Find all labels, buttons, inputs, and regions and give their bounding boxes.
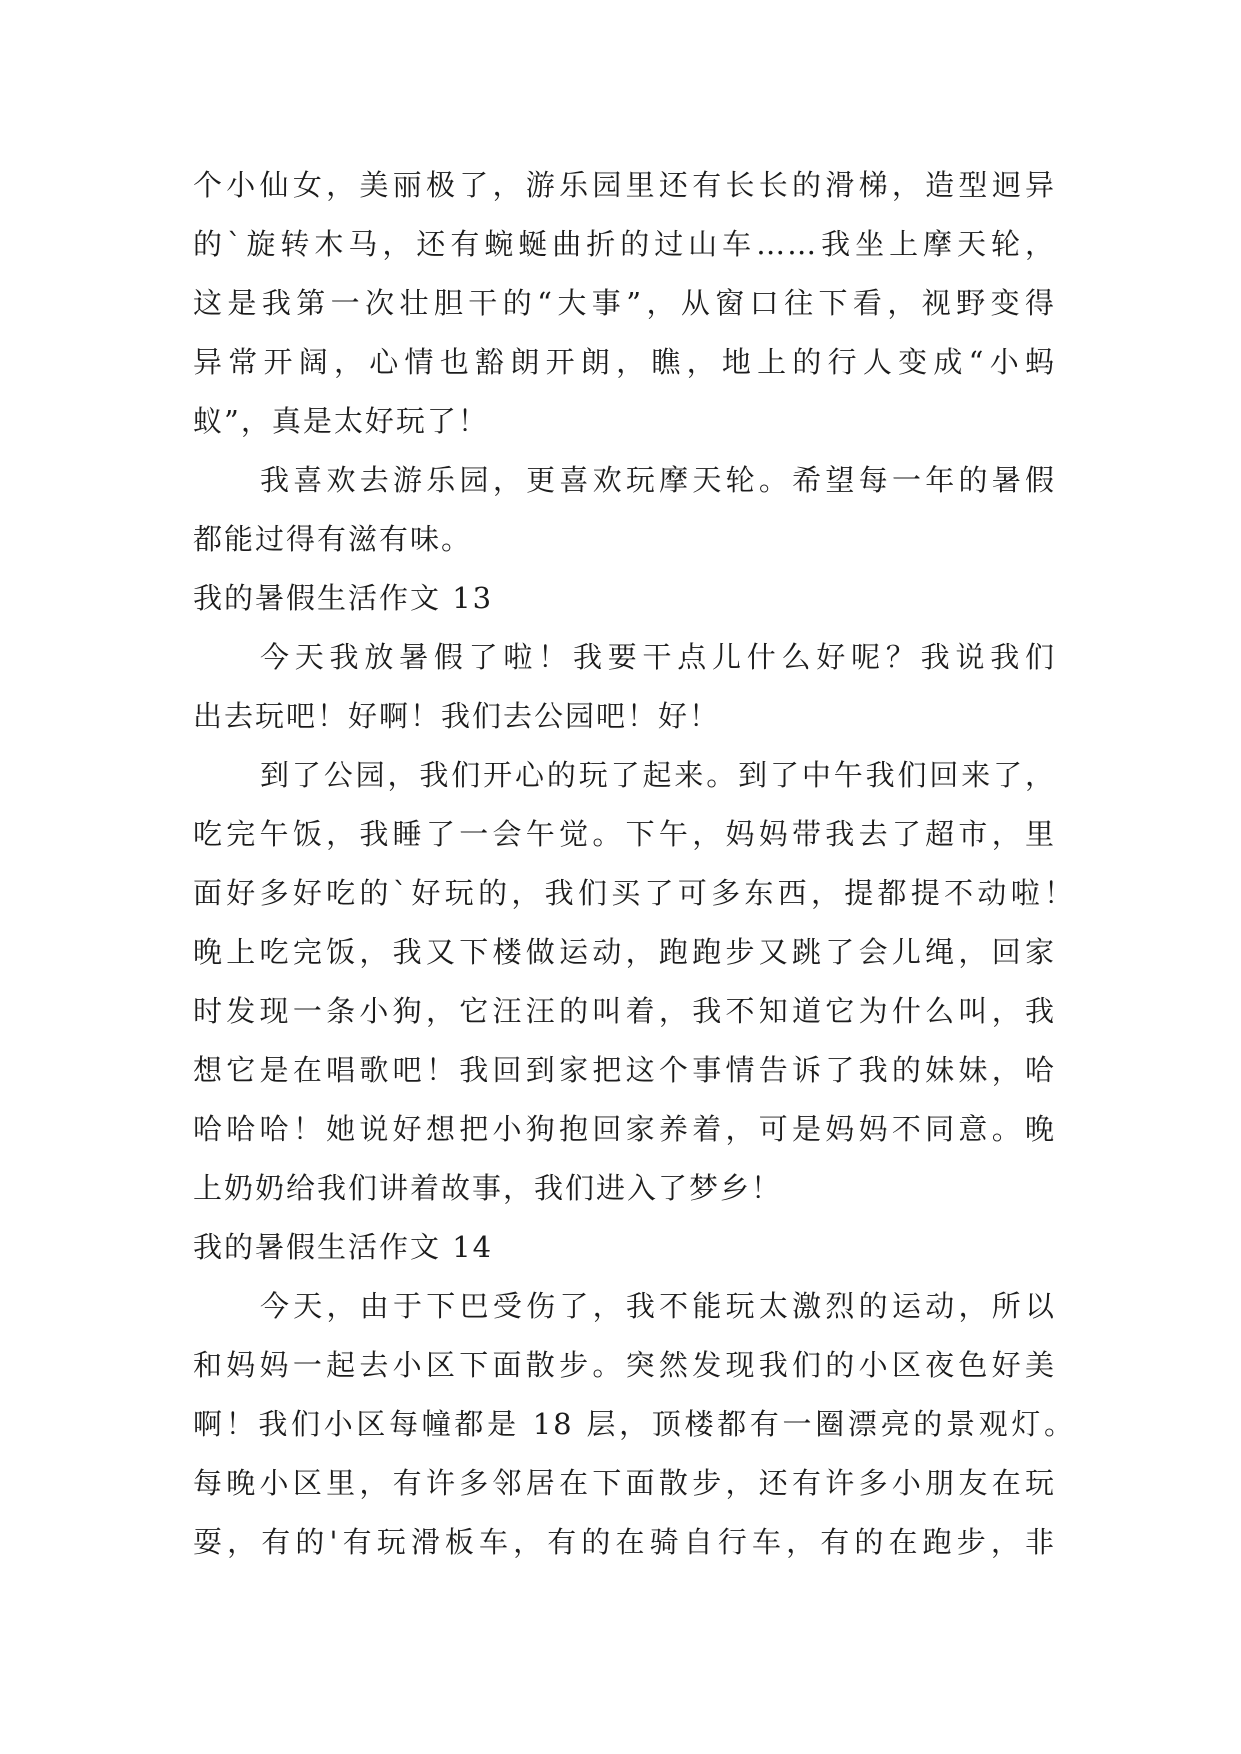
section-heading: 我的暑假生活作文 13 bbox=[193, 581, 494, 615]
text-line: 出去玩吧！好啊！我们去公园吧！好！ bbox=[193, 699, 721, 733]
text-line: 今天，由于下巴受伤了，我不能玩太激烈的运动，所以 bbox=[260, 1289, 1056, 1323]
document-body bbox=[193, 156, 1077, 1572]
text-line: 异常开阔，心情也豁朗开朗，瞧，地上的行人变成“小蚂 bbox=[193, 345, 1056, 379]
text-line: 哈哈哈！她说好想把小狗抱回家养着，可是妈妈不同意。晚 bbox=[193, 1112, 1056, 1146]
text-line: 晚上吃完饭，我又下楼做运动，跑跑步又跳了会儿绳，回家 bbox=[193, 935, 1056, 969]
section-heading: 我的暑假生活作文 14 bbox=[193, 1230, 494, 1264]
text-line: 今天我放暑假了啦！我要干点儿什么好呢？我说我们 bbox=[260, 640, 1056, 674]
paragraph bbox=[193, 1277, 1077, 1572]
text-line: 的`旋转木马，还有蜿蜒曲折的过山车……我坐上摩天轮， bbox=[193, 227, 1056, 261]
text-line: 啊！我们小区每幢都是 18 层，顶楼都有一圈漂亮的景观灯。 bbox=[193, 1407, 1075, 1441]
text-line: 上奶奶给我们讲着故事，我们进入了梦乡！ bbox=[193, 1171, 783, 1205]
text-line: 每晚小区里，有许多邻居在下面散步，还有许多小朋友在玩 bbox=[193, 1466, 1056, 1500]
paragraph bbox=[193, 451, 1077, 569]
text-line: 和妈妈一起去小区下面散步。突然发现我们的小区夜色好美 bbox=[193, 1348, 1056, 1382]
text-line: 我喜欢去游乐园，更喜欢玩摩天轮。希望每一年的暑假 bbox=[260, 463, 1056, 497]
text-line: 到了公园，我们开心的玩了起来。到了中午我们回来了， bbox=[260, 758, 1056, 792]
paragraph bbox=[193, 746, 1077, 1218]
text-line: 蚁”，真是太好玩了！ bbox=[193, 404, 489, 438]
text-line: 想它是在唱歌吧！我回到家把这个事情告诉了我的妹妹，哈 bbox=[193, 1053, 1056, 1087]
text-line: 耍，有的'有玩滑板车，有的在骑自行车，有的在跑步，非 bbox=[193, 1525, 1056, 1559]
text-line: 吃完午饭，我睡了一会午觉。下午，妈妈带我去了超市，里 bbox=[193, 817, 1056, 851]
text-line: 都能过得有滋有味。 bbox=[193, 522, 473, 556]
text-line: 这是我第一次壮胆干的“大事”，从窗口往下看，视野变得 bbox=[193, 286, 1056, 320]
text-line: 个小仙女，美丽极了，游乐园里还有长长的滑梯，造型迥异 bbox=[193, 168, 1056, 202]
text-line: 面好多好吃的`好玩的，我们买了可多东西，提都提不动啦！ bbox=[193, 876, 1075, 910]
text-line: 时发现一条小狗，它汪汪的叫着，我不知道它为什么叫，我 bbox=[193, 994, 1056, 1028]
paragraph bbox=[193, 156, 1077, 451]
paragraph bbox=[193, 628, 1077, 746]
